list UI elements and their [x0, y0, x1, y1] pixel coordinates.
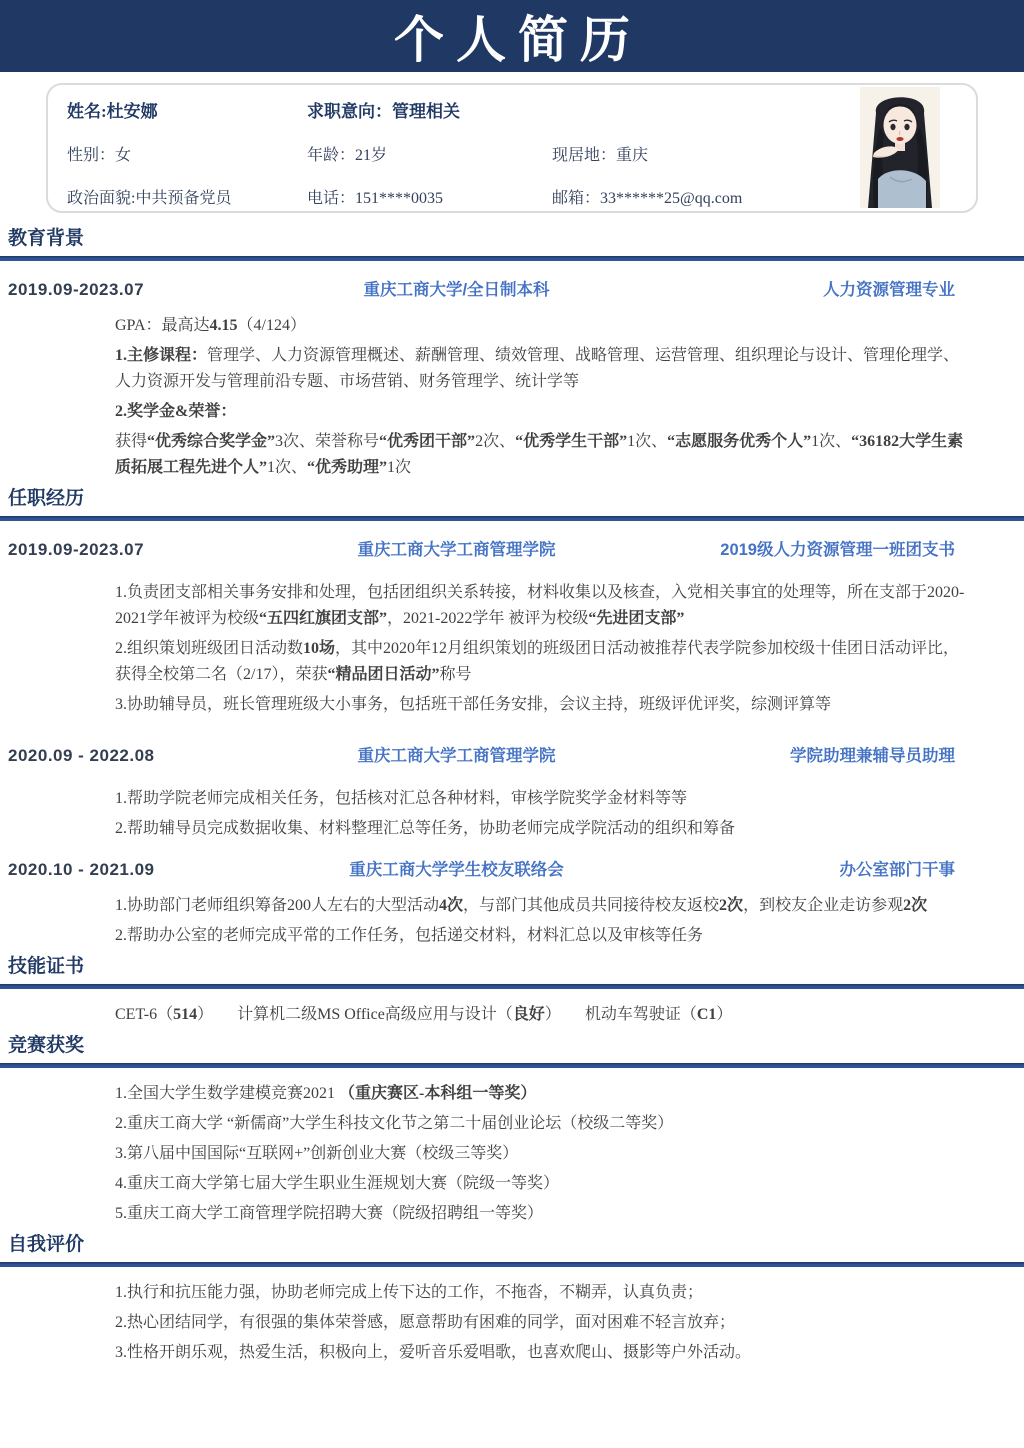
entry-date: 2020.09 - 2022.08	[8, 746, 155, 765]
section-experience	[0, 486, 1024, 949]
section-skills	[0, 954, 1024, 1028]
entry-date: 2020.10 - 2021.09	[8, 860, 155, 879]
job-bullet: 3.协助辅导员，班长管理班级大小事务，包括班干部任务安排，会议主持，班级评优评奖，综测评算等	[115, 696, 832, 713]
job-bullets	[115, 893, 966, 949]
female-portrait-illustration-icon	[860, 87, 940, 208]
profile-row-3	[67, 185, 826, 208]
profile-gender: 性别：女	[67, 147, 132, 164]
skills-line: CET-6（514） 计算机二级MS Office高级应用与设计（良好） 机动车驾驶证（C1）	[115, 1006, 733, 1023]
section-self-evaluation	[0, 1232, 1024, 1366]
job-bullet: 2.组织策划班级团日活动数10场，其中2020年12月组织策划的班级团日活动被推荐代表学院参加校级十佳团日活动评比，获得全校第二名（2/17），荣获“精品团日活动”称号	[115, 640, 960, 683]
job-bullet: 1.协助部门老师组织筹备200人左右的大型活动4次，与部门其他成员共同接待校友返校2次，到校友企业走访参观2次	[115, 897, 928, 914]
section-education	[0, 226, 1024, 481]
job-entry	[8, 742, 955, 766]
profile-political-status: 政治面貌:中共预备党员	[67, 190, 232, 207]
profile-photo	[860, 87, 940, 208]
profile-age: 年龄：21岁	[307, 147, 388, 164]
job-entry	[8, 536, 955, 560]
award-item: 2.重庆工商大学 “新儒商”大学生科技文化节之第二十届创业论坛（校级二等奖）	[115, 1115, 674, 1132]
entry-date: 2019.09-2023.07	[8, 280, 145, 299]
job-bullets	[115, 580, 966, 718]
education-gpa: GPA：最高达4.15（4/124）	[115, 317, 306, 334]
entry-position: 2019级人力资源管理一班团支书	[720, 541, 955, 559]
award-item: 1.全国大学生数学建模竞赛2021 （重庆赛区-本科组一等奖）	[115, 1085, 537, 1102]
entry-organization: 重庆工商大学学生校友联络会	[349, 861, 564, 879]
page-header-banner	[0, 0, 1024, 72]
entry-position: 人力资源管理专业	[823, 281, 955, 299]
entry-organization: 重庆工商大学/全日制本科	[363, 281, 550, 299]
section-divider	[0, 256, 1024, 261]
section-awards-heading: 竞赛获奖	[8, 1035, 85, 1056]
self-evaluation-item: 2.热心团结同学，有很强的集体荣誉感，愿意帮助有困难的同学，面对困难不轻言放弃；	[115, 1314, 736, 1331]
self-evaluation-body	[115, 1280, 966, 1366]
entry-organization: 重庆工商大学工商管理学院	[357, 541, 556, 559]
education-courses: 1.主修课程：管理学、人力资源管理概述、薪酬管理、绩效管理、战略管理、运营管理、组织理论与设计、管理伦理学、人力资源开发与管理前沿专题、市场营销、财务管理学、统计学等	[115, 347, 960, 390]
section-divider	[0, 1063, 1024, 1068]
education-body	[115, 313, 966, 481]
profile-phone: 电话：151****0035	[307, 190, 444, 207]
profile-card	[46, 83, 978, 213]
profile-intention: 求职意向：管理相关	[307, 102, 460, 121]
self-evaluation-item: 3.性格开朗乐观，热爱生活，积极向上，爱听音乐爱唱歌，也喜欢爬山、摄影等户外活动。	[115, 1344, 752, 1361]
entry-date: 2019.09-2023.07	[8, 540, 145, 559]
award-item: 4.重庆工商大学第七届大学生职业生涯规划大赛（院级一等奖）	[115, 1175, 560, 1192]
education-entry	[8, 276, 955, 300]
award-item: 3.第八届中国国际“互联网+”创新创业大赛（校级三等奖）	[115, 1145, 519, 1162]
section-divider	[0, 516, 1024, 521]
page-title: 个人简历	[394, 12, 642, 68]
awards-body	[115, 1081, 966, 1227]
section-divider	[0, 1262, 1024, 1267]
profile-location: 现居地：重庆	[552, 147, 649, 164]
profile-row-1	[67, 97, 826, 122]
profile-name: 姓名:杜安娜	[67, 102, 158, 121]
section-education-heading: 教育背景	[8, 228, 85, 249]
section-skills-heading: 技能证书	[8, 956, 85, 977]
section-self-evaluation-heading: 自我评价	[8, 1234, 85, 1255]
education-honors: 获得“优秀综合奖学金”3次、荣誉称号“优秀团干部”2次、“优秀学生干部”1次、“志愿服务优秀个人”1次、“36182大学生素质拓展工程先进个人”1次、“优秀助理”1次	[115, 433, 964, 476]
self-evaluation-item: 1.执行和抗压能力强，协助老师完成上传下达的工作，不拖沓，不糊弄，认真负责；	[115, 1284, 704, 1301]
section-awards	[0, 1033, 1024, 1227]
education-honors-label: 2.奖学金&荣誉：	[115, 403, 237, 420]
entry-position: 学院助理兼辅导员助理	[790, 747, 955, 765]
job-bullet: 1.负责团支部相关事务安排和处理，包括团组织关系转接，材料收集以及核查，入党相关事宜的处理等，所在支部于2020-2021学年被评为校级“五四红旗团支部”，2021-2022学年 被评为校级“先进团支部”	[115, 584, 965, 627]
skills-body	[115, 1002, 966, 1028]
section-experience-heading: 任职经历	[8, 488, 85, 509]
job-bullet: 1.帮助学院老师完成相关任务，包括核对汇总各种材料，审核学院奖学金材料等等	[115, 790, 688, 807]
profile-email: 邮箱：33******25@qq.com	[552, 190, 743, 207]
job-entry	[8, 856, 955, 880]
entry-position: 办公室部门干事	[839, 861, 955, 879]
job-bullet: 2.帮助办公室的老师完成平常的工作任务，包括递交材料，材料汇总以及审核等任务	[115, 927, 704, 944]
job-bullets	[115, 786, 966, 842]
profile-row-2	[67, 142, 826, 165]
entry-organization: 重庆工商大学工商管理学院	[357, 747, 556, 765]
section-divider	[0, 984, 1024, 989]
job-bullet: 2.帮助辅导员完成数据收集、材料整理汇总等任务，协助老师完成学院活动的组织和筹备	[115, 820, 736, 837]
award-item: 5.重庆工商大学工商管理学院招聘大赛（院级招聘组一等奖）	[115, 1205, 544, 1222]
